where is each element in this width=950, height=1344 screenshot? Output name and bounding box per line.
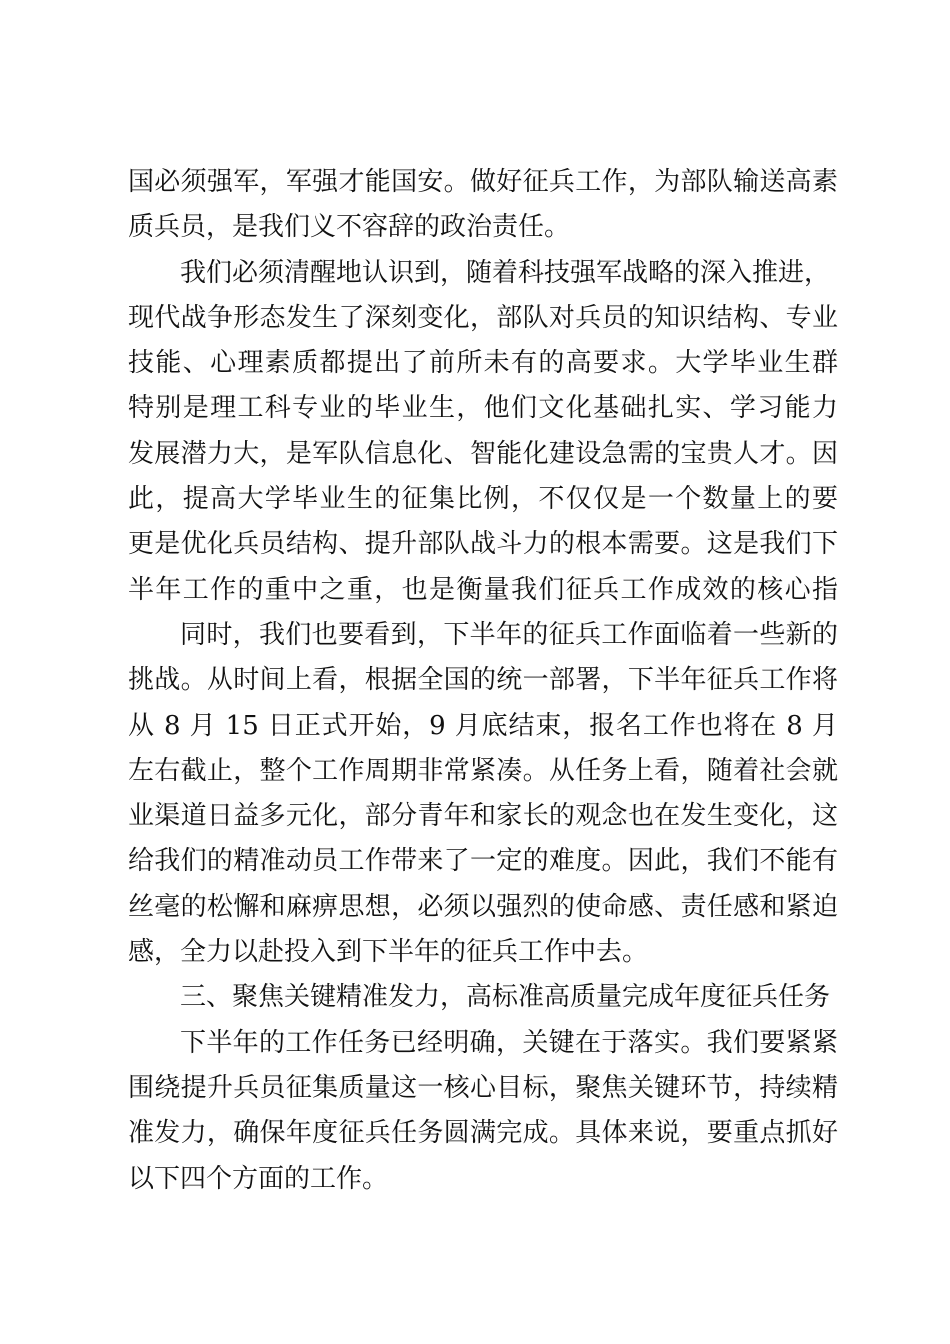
text-line: 国必须强军，军强才能国安。做好征兵工作，为部队输送高素 [128, 167, 838, 197]
text-line: 下半年的工作任务已经明确，关键在于落实。我们要紧紧 [180, 1027, 838, 1058]
text-line: 以下四个方面的工作。 [128, 1163, 389, 1194]
text-line: 特别是理工科专业的毕业生，他们文化基础扎实、学习能力 [128, 393, 838, 424]
text-line: 给我们的精准动员工作带来了一定的难度。因此，我们不能有 [128, 846, 838, 877]
text-line: 三、聚焦关键精准发力，高标准高质量完成年度征兵任务 [180, 982, 831, 1013]
body-text [128, 160, 838, 1202]
text-line: 半年工作的重中之重，也是衡量我们征兵工作成效的核心指 [128, 574, 838, 605]
text-line: 质兵员，是我们义不容辞的政治责任。 [128, 212, 571, 243]
text-line: 更是优化兵员结构、提升部队战斗力的根本需要。这是我们下 [128, 529, 838, 560]
text-line: 发展潜力大，是军队信息化、智能化建设急需的宝贵人才。因 [128, 438, 838, 469]
text-line: 技能、心理素质都提出了前所未有的高要求。大学毕业生群 [128, 348, 838, 379]
text-line: 围绕提升兵员征集质量这一核心目标，聚焦关键环节，持续精 [128, 1072, 838, 1103]
text-line: 左右截止，整个工作周期非常紧凑。从任务上看，随着社会就 [128, 755, 838, 786]
text-line: 感，全力以赴投入到下半年的征兵工作中去。 [128, 937, 649, 968]
text-line: 挑战。从时间上看，根据全国的统一部署，下半年征兵工作将 [128, 665, 838, 696]
text-line: 同时，我们也要看到，下半年的征兵工作面临着一些新的 [180, 619, 838, 650]
text-line: 从 8 月 15 日正式开始，9 月底结束，报名工作也将在 8 月 [128, 710, 838, 741]
text-line: 此，提高大学毕业生的征集比例，不仅仅是一个数量上的要 [128, 484, 838, 515]
text-line: 准发力，确保年度征兵任务圆满完成。具体来说，要重点抓好 [128, 1118, 838, 1149]
text-line: 现代战争形态发生了深刻变化，部队对兵员的知识结构、专业 [128, 302, 838, 333]
text-line: 丝毫的松懈和麻痹思想，必须以强烈的使命感、责任感和紧迫 [128, 891, 838, 922]
text-line: 业渠道日益多元化，部分青年和家长的观念也在发生变化，这 [128, 801, 838, 832]
text-line: 我们必须清醒地认识到，随着科技强军战略的深入推进， [180, 257, 831, 288]
